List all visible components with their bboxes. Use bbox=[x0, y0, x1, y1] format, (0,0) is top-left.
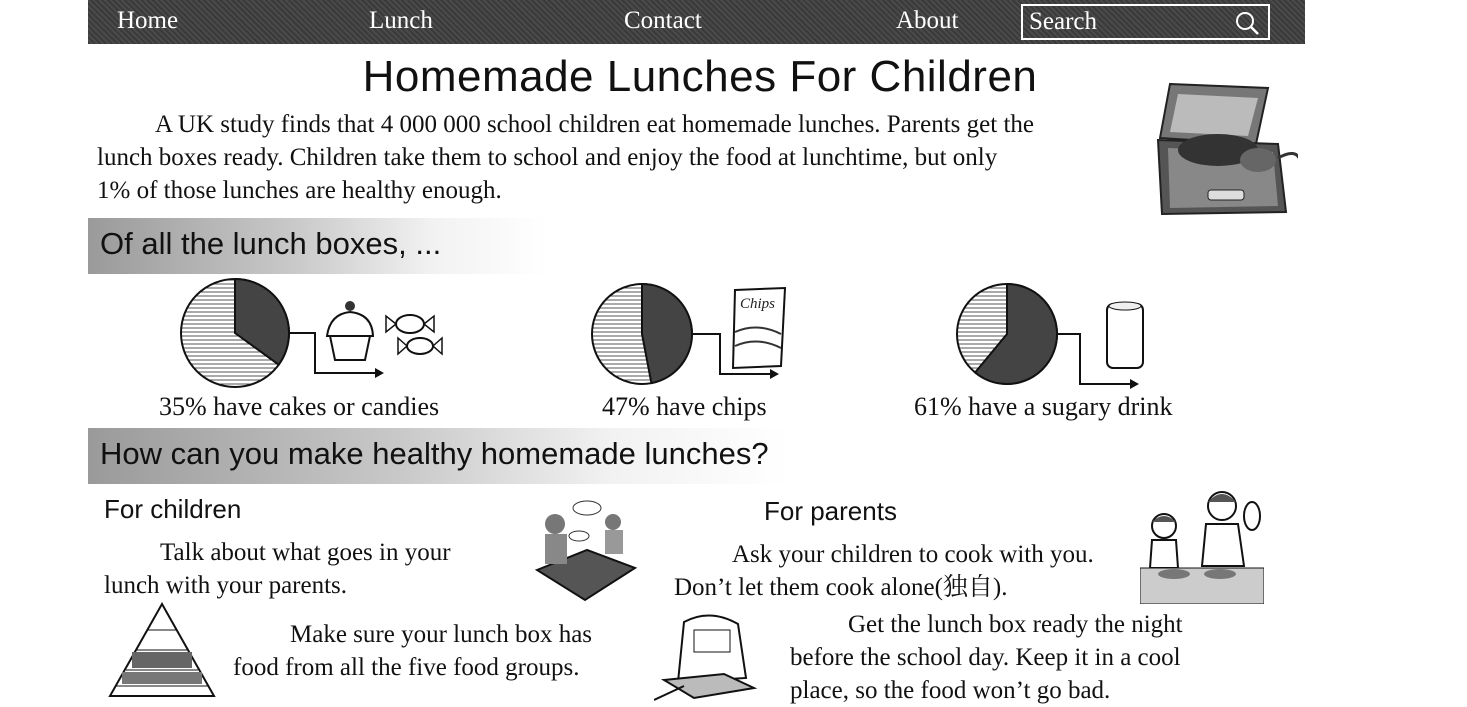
backpack-lunch-illustration bbox=[654, 608, 764, 702]
search-box[interactable] bbox=[1021, 4, 1270, 40]
pie-stat-drink bbox=[950, 282, 1170, 392]
drink-can-icon bbox=[1107, 304, 1143, 368]
pie-slice-chips bbox=[642, 284, 692, 383]
intro-line: A UK study finds that 4 000 000 school children eat homemade lunches. Parents get the bbox=[155, 111, 1034, 138]
children-tip-talk bbox=[104, 536, 524, 602]
cupcake-icon bbox=[330, 336, 370, 360]
tip-line: food from all the five food groups. bbox=[233, 654, 580, 681]
section-heading: Of all the lunch boxes, ... bbox=[100, 226, 442, 261]
intro-line: 1% of those lunches are healthy enough. bbox=[97, 177, 502, 204]
search-icon[interactable] bbox=[1234, 10, 1260, 36]
section-bar bbox=[88, 218, 548, 274]
candy-icon bbox=[396, 315, 424, 333]
nav-contact-link[interactable]: Contact bbox=[624, 7, 702, 34]
section-heading: How can you make healthy homemade lunches? bbox=[100, 436, 769, 471]
tip-line: Make sure your lunch box has bbox=[290, 621, 593, 648]
parents-tip-ready bbox=[790, 608, 1260, 707]
chips-bag-label: Chips bbox=[740, 296, 776, 312]
search-input[interactable] bbox=[1029, 8, 1229, 36]
tip-line: Talk about what goes in your bbox=[160, 539, 451, 566]
parents-tip-cook bbox=[674, 538, 1144, 604]
stat-caption-chips: 47% have chips bbox=[602, 392, 767, 421]
food-pyramid-icon bbox=[108, 602, 216, 698]
intro-line: lunch boxes ready. Children take them to school and enjoy the food at lunchtime, but only bbox=[97, 144, 998, 171]
pie-stat-chips bbox=[585, 282, 805, 392]
tip-line: lunch with your parents. bbox=[104, 572, 348, 599]
nav-about-link[interactable]: About bbox=[896, 7, 959, 34]
lunch-box-illustration bbox=[1148, 78, 1298, 218]
tip-line: before the school day. Keep it in a cool bbox=[790, 644, 1181, 671]
parent-child-cooking-illustration bbox=[1140, 484, 1264, 604]
page-title: Homemade Lunches For Children bbox=[362, 52, 1038, 101]
nav-home-link[interactable]: Home bbox=[117, 7, 179, 34]
family-table-illustration bbox=[527, 500, 639, 610]
stat-caption-cakes: 35% have cakes or candies bbox=[159, 392, 440, 421]
tip-line: place, so the food won’t go bad. bbox=[790, 677, 1111, 704]
tip-line: Ask your children to cook with you. bbox=[732, 541, 1094, 568]
intro-paragraph bbox=[97, 108, 1157, 207]
tip-line: Don’t let them cook alone(独自). bbox=[674, 574, 1008, 601]
children-heading: For children bbox=[104, 494, 242, 524]
stat-caption-drink: 61% have a sugary drink bbox=[914, 392, 1173, 421]
pie-stat-cakes bbox=[170, 278, 470, 388]
nav-lunch-link[interactable]: Lunch bbox=[369, 7, 433, 34]
tip-line: Get the lunch box ready the night bbox=[848, 611, 1183, 638]
children-tip-food-groups bbox=[233, 618, 653, 684]
section-bar bbox=[88, 428, 788, 484]
parents-heading: For parents bbox=[764, 496, 897, 526]
